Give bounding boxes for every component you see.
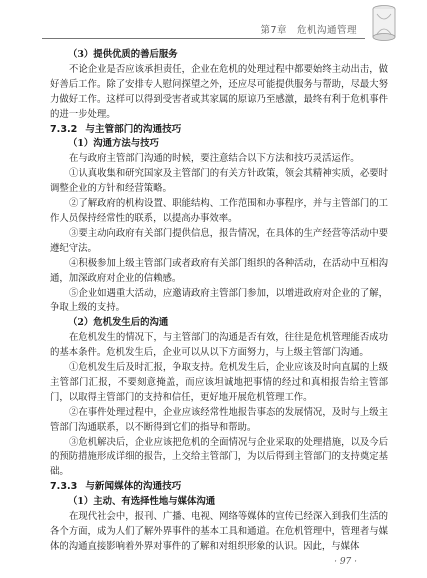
hourglass-icon (369, 4, 399, 42)
subsection-heading: （1）主动、有选择性地与媒体沟通 (68, 496, 216, 508)
header-rule (42, 38, 365, 39)
subsection-heading: （2）危机发生后的沟通 (68, 317, 169, 329)
section-heading (50, 480, 388, 495)
paragraph: ②了解政府的机构设置、职能结构、工作范围和办事程序，并与主管部门的工作人员保持经常性的联系，以提高办事效率。 (50, 198, 388, 224)
chapter-running-title: 第7章 危机沟通管理 (260, 25, 357, 36)
paragraph: ⑤企业如遇重大活动，应邀请政府主管部门参加，以增进政府对企业的了解，争取上级的支持。 (50, 287, 388, 314)
paragraph: 在与政府主管部门沟通的时候，要注意结合以下方法和技巧灵活运作。 (69, 153, 360, 165)
page-header (0, 0, 427, 42)
paragraph: 不论企业是否应该承担责任，企业在危机的处理过程中都要始终主动出击，做好善后工作。除了安排专人慰问探望之外，还应尽可能提供服务与帮助，尽最大努力做好工作。这样可以得到受害者或其家属的原谅乃至感激，最终有利于危机事件的进一步处理。 (50, 63, 388, 120)
paragraph: ④积极参加上级主管部门或者政府有关部门组织的各种活动，在活动中互相沟通，加深政府对企业的信赖感。 (50, 257, 388, 284)
paragraph: ③要主动向政府有关部门提供信息，报告情况，在具体的生产经营等活动中要遵纪守法。 (50, 227, 388, 254)
section-heading (50, 123, 388, 138)
page-number: · 97 · (334, 557, 357, 567)
section-title: 与主管部门的沟通技巧 (85, 123, 182, 135)
subsection-heading: （1）沟通方法与技巧 (68, 138, 159, 150)
page-body (50, 48, 388, 555)
section-number: 7.3.3 (50, 481, 78, 493)
paragraph: 在现代社会中，报刊、广播、电视、网络等媒体的宣传已经深入到我们生活的各个方面，成为人们了解外界事件的基本工具和通道。在危机管理中，管理者与媒体的沟通直接影响着外界对事件的了解和对组织形象的认识。因此，与媒体 (50, 511, 388, 552)
paragraph: ①认真收集和研究国家及主管部门的有关方针政策，领会其精神实质，必要时调整企业的方针和经营策略。 (50, 168, 388, 195)
paragraph: ③危机解决后，企业应该把危机的全面情况与企业采取的处理措施，以及今后的预防措施形成详细的报告，上交给主管部门，为以后得到主管部门的支持奠定基础。 (50, 436, 388, 478)
paragraph: ②在事件处理过程中，企业应该经常性地报告事态的发展情况，及时与上级主管部门沟通联系，以不断得到它们的指导和帮助。 (50, 406, 388, 433)
paragraph: ①危机发生后及时汇报，争取支持。危机发生后，企业应该及时向直属的上级主管部门汇报，不要刻意掩盖，而应该坦诚地把事情的经过和真相报告给主管部门，以取得主管部门的支持和信任，更好地开展危机管理工作。 (50, 362, 388, 403)
paragraph: 在危机发生的情况下，与主管部门的沟通是否有效，往往是危机管理能否成功的基本条件。危机发生后，企业可以从以下方面努力，与上级主管部门沟通。 (50, 332, 388, 359)
section-title: 与新闻媒体的沟通技巧 (85, 481, 182, 493)
subsection-heading: （3）提供优质的善后服务 (68, 49, 178, 60)
section-number: 7.3.2 (50, 123, 78, 135)
